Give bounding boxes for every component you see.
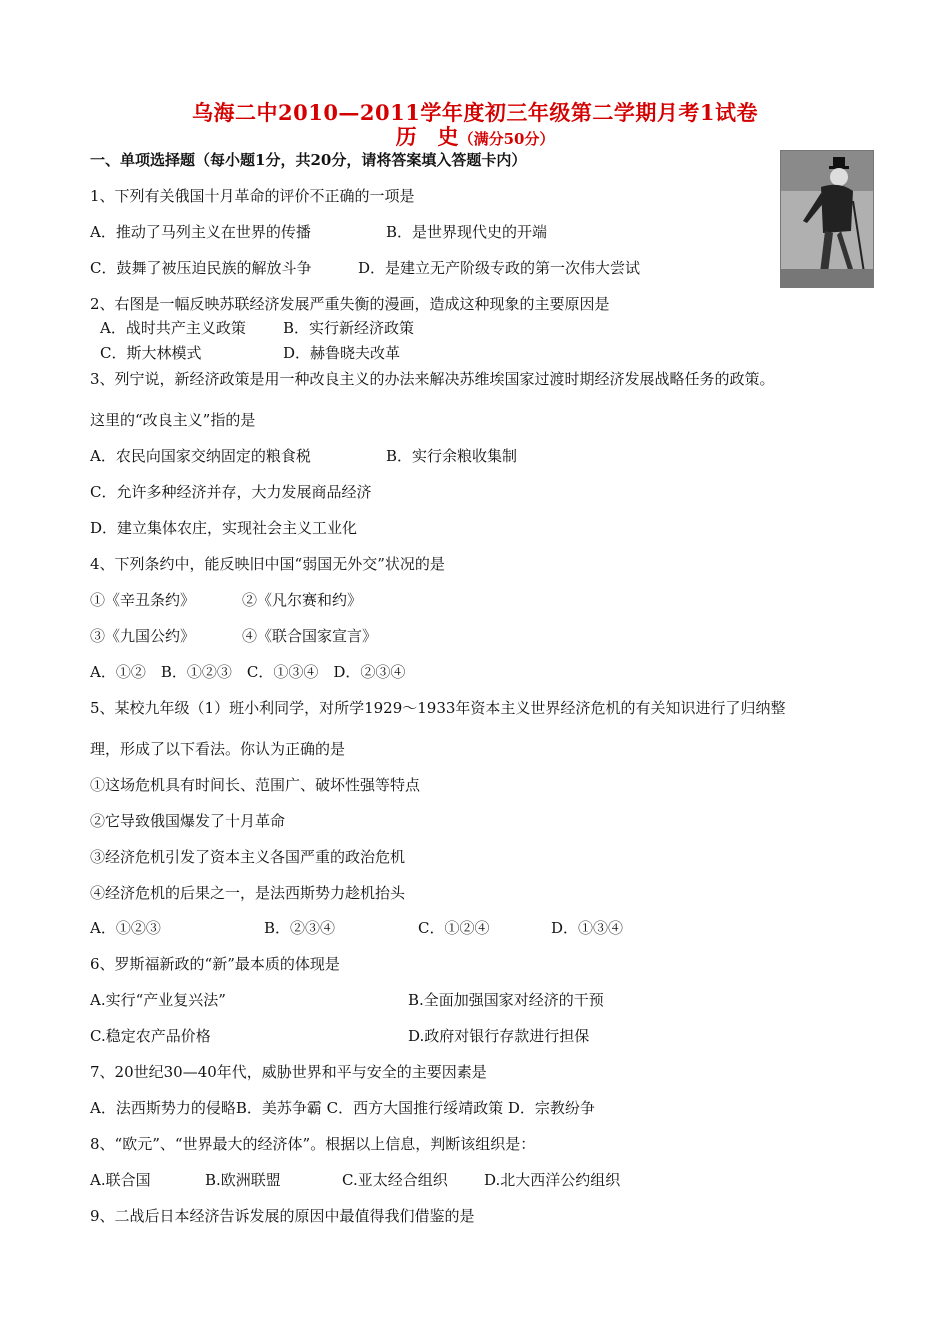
q6-option-b: B.全面加强国家对经济的干预 [408,991,604,1009]
exam-title: 乌海二中2010—2011学年度初三年级第二学期月考1试卷 [191,100,758,125]
q8-option-c: C.亚太经合组织 [342,1171,448,1189]
section-heading: 一、单项选择题（每小题1分，共20分，请将答案填入答题卡内） [90,151,527,169]
q5-statement-4: ④经济危机的后果之一，是法西斯势力趁机抬头 [90,884,406,902]
q5-option-b: B．②③④ [264,919,336,937]
q3-option-b: B．实行余粮收集制 [386,447,518,465]
q1-option-b: B．是世界现代史的开端 [386,223,548,241]
q2-option-a: A．战时共产主义政策 [100,319,246,337]
subject-label: 历 史 [395,124,459,149]
q4-item-2: ②《凡尔赛和约》 [242,591,363,609]
q3-stem-line2: 这里的“改良主义”指的是 [90,411,256,429]
q2-stem: 2、右图是一幅反映苏联经济发展严重失衡的漫画，造成这种现象的主要原因是 [90,295,610,313]
q9-stem: 9、二战后日本经济告诉发展的原因中最值得我们借鉴的是 [90,1207,475,1225]
q5-stem-line1: 5、某校九年级（1）班小利同学，对所学1929～1933年资本主义世界经济危机的有关知识进行了归纳整 [90,699,786,717]
q6-option-c: C.稳定农产品价格 [90,1027,211,1045]
q3-option-a: A．农民向国家交纳固定的粮食税 [90,447,311,465]
q1-option-d: D．是建立无产阶级专政的第一次伟大尝试 [358,259,641,277]
q8-stem: 8、“欧元”、“世界最大的经济体”。根据以上信息，判断该组织是： [90,1135,536,1153]
q4-item-1: ①《辛丑条约》 [90,591,196,609]
q3-stem-line1: 3、列宁说，新经济政策是用一种改良主义的办法来解决苏维埃国家过渡时期经济发展战略任务的政策。 [90,370,775,388]
q6-option-a: A.实行“产业复兴法” [90,991,226,1009]
q6-stem: 6、罗斯福新政的“新”最本质的体现是 [90,955,340,973]
q5-statement-1: ①这场危机具有时间长、范围广、破坏性强等特点 [90,776,421,794]
q5-statement-2: ②它导致俄国爆发了十月革命 [90,812,286,830]
cartoon-image [780,150,874,288]
q8-option-b: B.欧洲联盟 [205,1171,281,1189]
exam-subtitle [0,124,950,152]
q5-stem-line2: 理，形成了以下看法。你认为正确的是 [90,740,346,758]
q5-option-a: A．①②③ [90,919,161,937]
q4-stem: 4、下列条约中，能反映旧中国“弱国无外交”状况的是 [90,555,445,573]
q5-option-c: C．①②④ [418,919,490,937]
q2-option-d: D．赫鲁晓夫改革 [283,344,401,362]
q7-stem: 7、20世纪30—40年代，威胁世界和平与安全的主要因素是 [90,1063,487,1081]
q4-options: A．①② B．①②③ C．①③④ D．②③④ [90,663,406,681]
q8-option-d: D.北大西洋公约组织 [484,1171,621,1189]
q2-option-c: C．斯大林模式 [100,344,202,362]
q6-option-d: D.政府对银行存款进行担保 [408,1027,590,1045]
q7-options: A．法西斯势力的侵略B．美苏争霸 C．西方大国推行绥靖政策 D．宗教纷争 [90,1099,595,1117]
q3-option-c: C．允许多种经济并存，大力发展商品经济 [90,483,372,501]
q4-item-4: ④《联合国家宣言》 [242,627,378,645]
q1-option-a: A．推动了马列主义在世界的传播 [90,223,311,241]
q5-statement-3: ③经济危机引发了资本主义各国严重的政治危机 [90,848,406,866]
q8-option-a: A.联合国 [90,1171,151,1189]
q1-stem: 1、下列有关俄国十月革命的评价不正确的一项是 [90,187,415,205]
q3-option-d: D．建立集体农庄，实现社会主义工业化 [90,519,358,537]
score-note: （满分50分） [458,130,555,148]
q5-option-d: D．①③④ [551,919,624,937]
q2-option-b: B．实行新经济政策 [283,319,415,337]
q4-item-3: ③《九国公约》 [90,627,196,645]
q1-option-c: C．鼓舞了被压迫民族的解放斗争 [90,259,312,277]
